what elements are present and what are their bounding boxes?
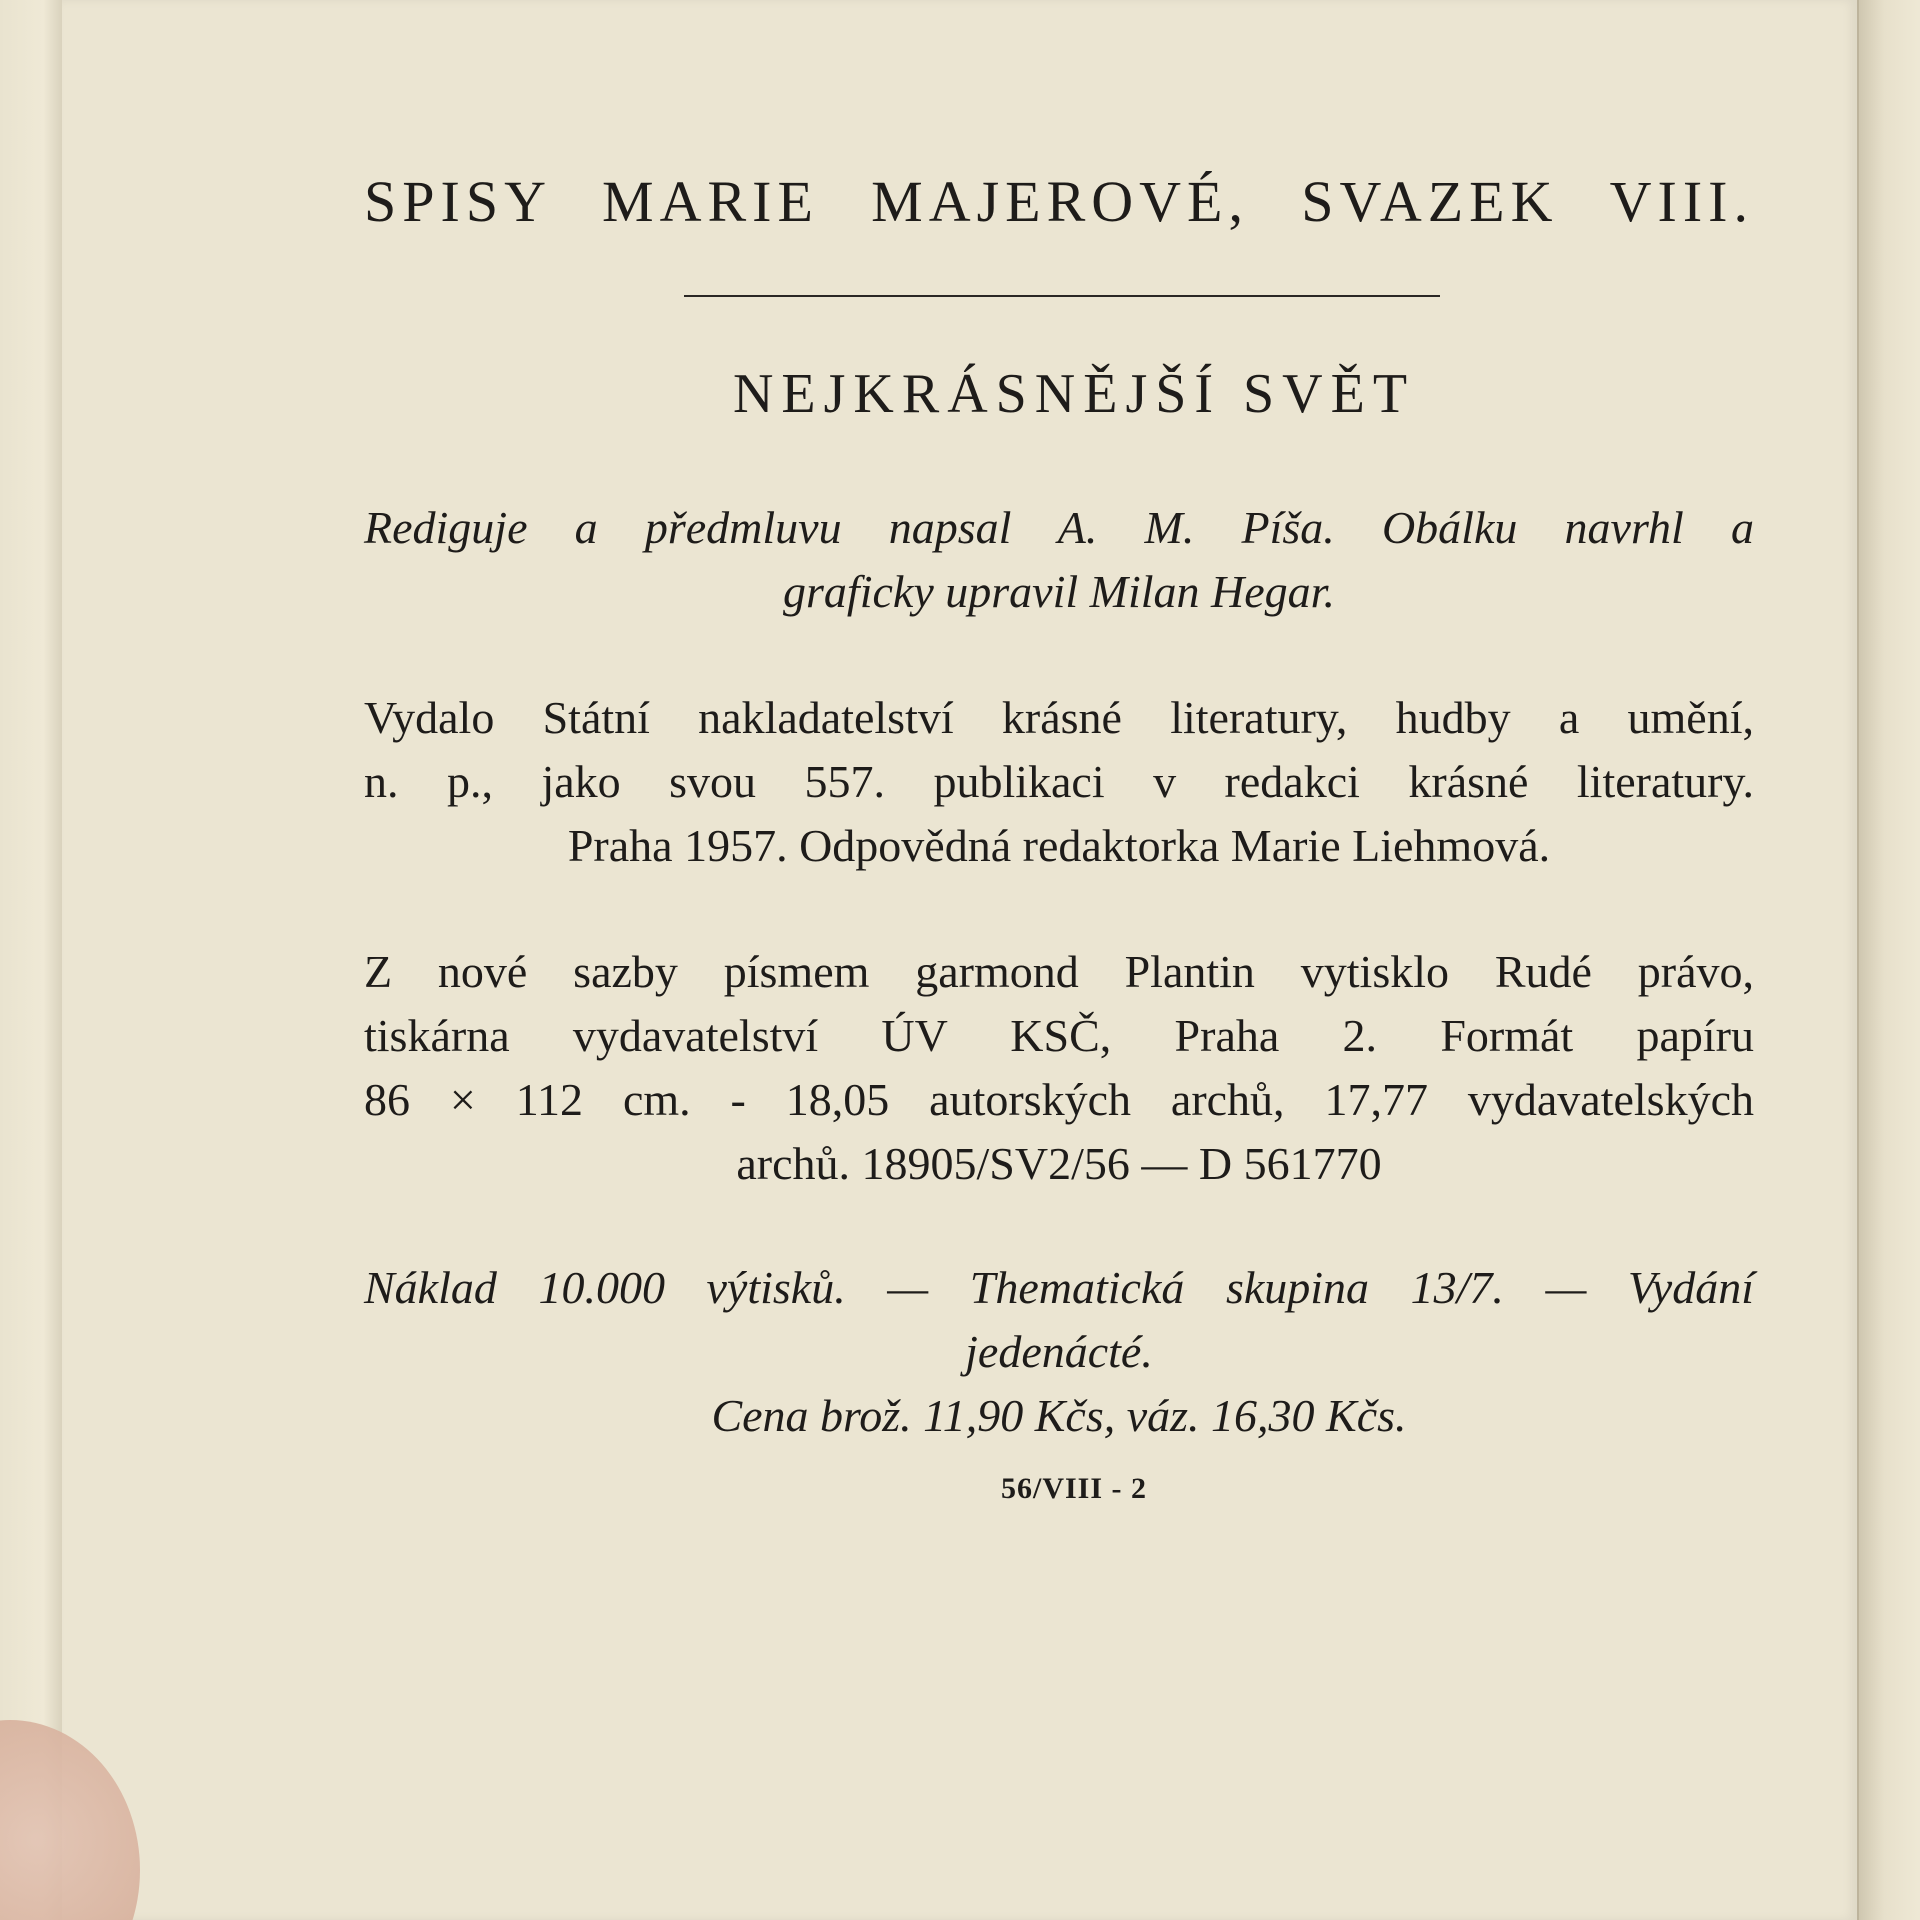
edition-note [364,1256,1754,1448]
printer-note [364,940,1754,1196]
editor-note-line: graficky upravil Milan Hegar. [783,566,1335,617]
printer-note-line: 86 × 112 cm. - 18,05 autorských archů, 17,77 vydavatelských [364,1074,1754,1125]
print-code: 56/VIII - 2 [1000,1472,1147,1505]
publisher-note-line: Praha 1957. Odpovědná redaktorka Marie Liehmová. [567,820,1551,871]
printer-note-line: Z nové sazby písmem garmond Plantin vytisklo Rudé právo, [364,946,1754,997]
editor-note-line: Rediguje a předmluvu napsal A. M. Píša. Obálku navrhl a [364,502,1754,553]
printer-note-line: tiskárna vydavatelství ÚV KSČ, Praha 2. Formát papíru [364,1010,1754,1061]
publisher-note-line: n. p., jako svou 557. publikaci v redakci krásné literatury. [364,756,1754,807]
edition-note-line: Cena brož. 11,90 Kčs, váz. 16,30 Kčs. [711,1390,1407,1441]
publisher-note-line: Vydalo Státní nakladatelství krásné literatury, hudby a umění, [364,692,1754,743]
edition-note-line: jedenácté. [965,1326,1153,1377]
printer-note-line: archů. 18905/SV2/56 — D 561770 [736,1138,1382,1189]
editor-note [364,496,1754,624]
series-heading: SPISY MARIE MAJEROVÉ, SVAZEK VIII. [364,169,1754,234]
previous-page-edge [0,0,63,1920]
publisher-note [364,686,1754,878]
book-title: NEJKRÁSNĚJŠÍ SVĚT [732,363,1416,425]
edition-note-line: Náklad 10.000 výtisků. — Thematická skupina 13/7. — Vydání [364,1262,1754,1313]
next-page-edge [1857,0,1920,1920]
divider-rule [684,295,1440,297]
